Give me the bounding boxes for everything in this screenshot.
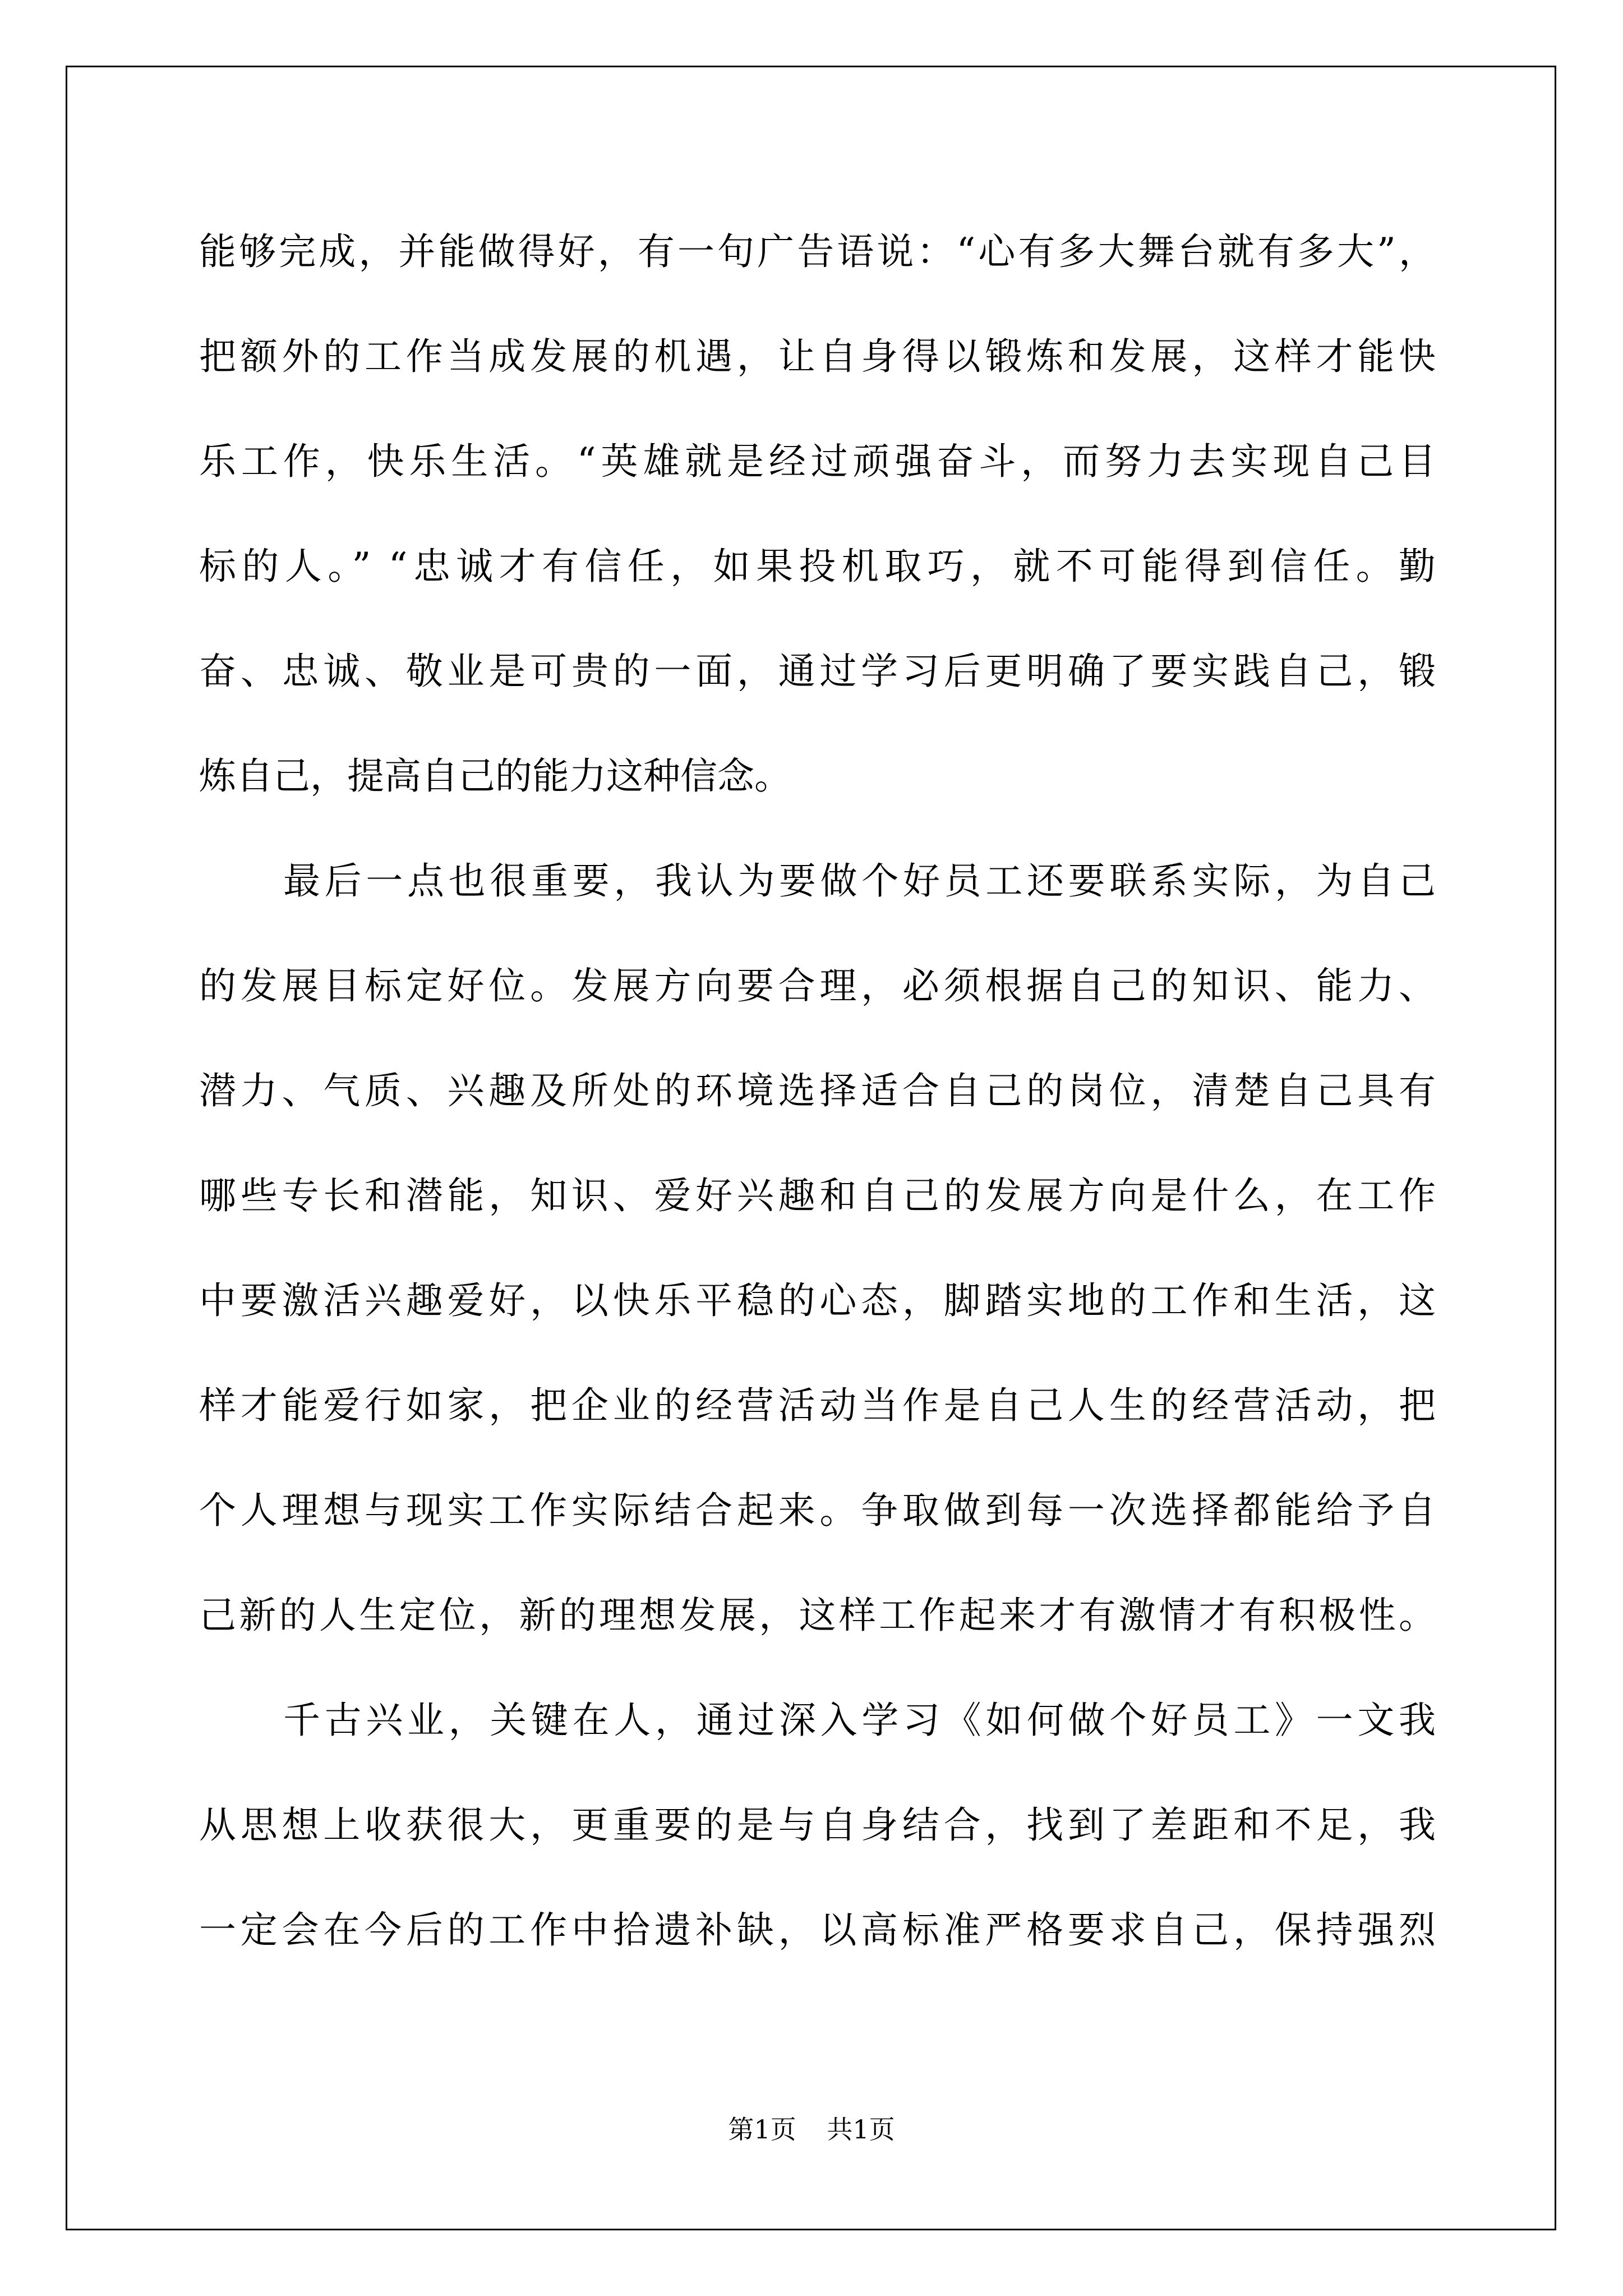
text-line: 哪些专长和潜能，知识、爱好兴趣和自己的发展方向是什么，在工作: [199, 1174, 1436, 1217]
document-body: [199, 199, 1436, 1982]
text-line: 个人理想与现实工作实际结合起来。争取做到每一次选择都能给予自: [199, 1489, 1436, 1532]
text-line: 从思想上收获很大，更重要的是与自身结合，找到了差距和不足，我: [199, 1803, 1436, 1847]
text-line: 己新的人生定位，新的理想发展，这样工作起来才有激情才有积极性。: [199, 1594, 1436, 1637]
text-line: 乐工作，快乐生活。“英雄就是经过顽强奋斗，而努力去实现自己目: [199, 440, 1436, 483]
text-line: 把额外的工作当成发展的机遇，让自身得以锻炼和发展，这样才能快: [199, 335, 1436, 378]
page-total: 共1页: [827, 2114, 895, 2145]
text-line: 奋、忠诚、敬业是可贵的一面，通过学习后更明确了要实践自己，锻: [199, 650, 1436, 693]
text-line: 样才能爱行如家，把企业的经营活动当作是自己人生的经营活动，把: [199, 1384, 1436, 1427]
text-line: 最后一点也很重要，我认为要做个好员工还要联系实际，为自己: [283, 859, 1436, 903]
text-line: 潜力、气质、兴趣及所处的环境选择适合自己的岗位，清楚自己具有: [199, 1069, 1436, 1112]
text-line: 的发展目标定好位。发展方向要合理，必须根据自己的知识、能力、: [199, 964, 1436, 1007]
text-line: 标的人。” “忠诚才有信任，如果投机取巧，就不可能得到信任。勤: [199, 545, 1436, 588]
text-line: 炼自己，提高自己的能力这种信念。: [199, 754, 791, 798]
text-line: 一定会在今后的工作中拾遗补缺，以高标准严格要求自己，保持强烈: [199, 1908, 1436, 1952]
page-number: 第1页: [728, 2114, 796, 2145]
text-line: 千古兴业，关键在人，通过深入学习《如何做个好员工》一文我: [283, 1699, 1436, 1742]
page-footer: [0, 2109, 1623, 2146]
text-line: 中要激活兴趣爱好，以快乐平稳的心态，脚踏实地的工作和生活，这: [199, 1279, 1436, 1322]
text-line: 能够完成，并能做得好，有一句广告语说：“心有多大舞台就有多大”，: [199, 230, 1436, 273]
